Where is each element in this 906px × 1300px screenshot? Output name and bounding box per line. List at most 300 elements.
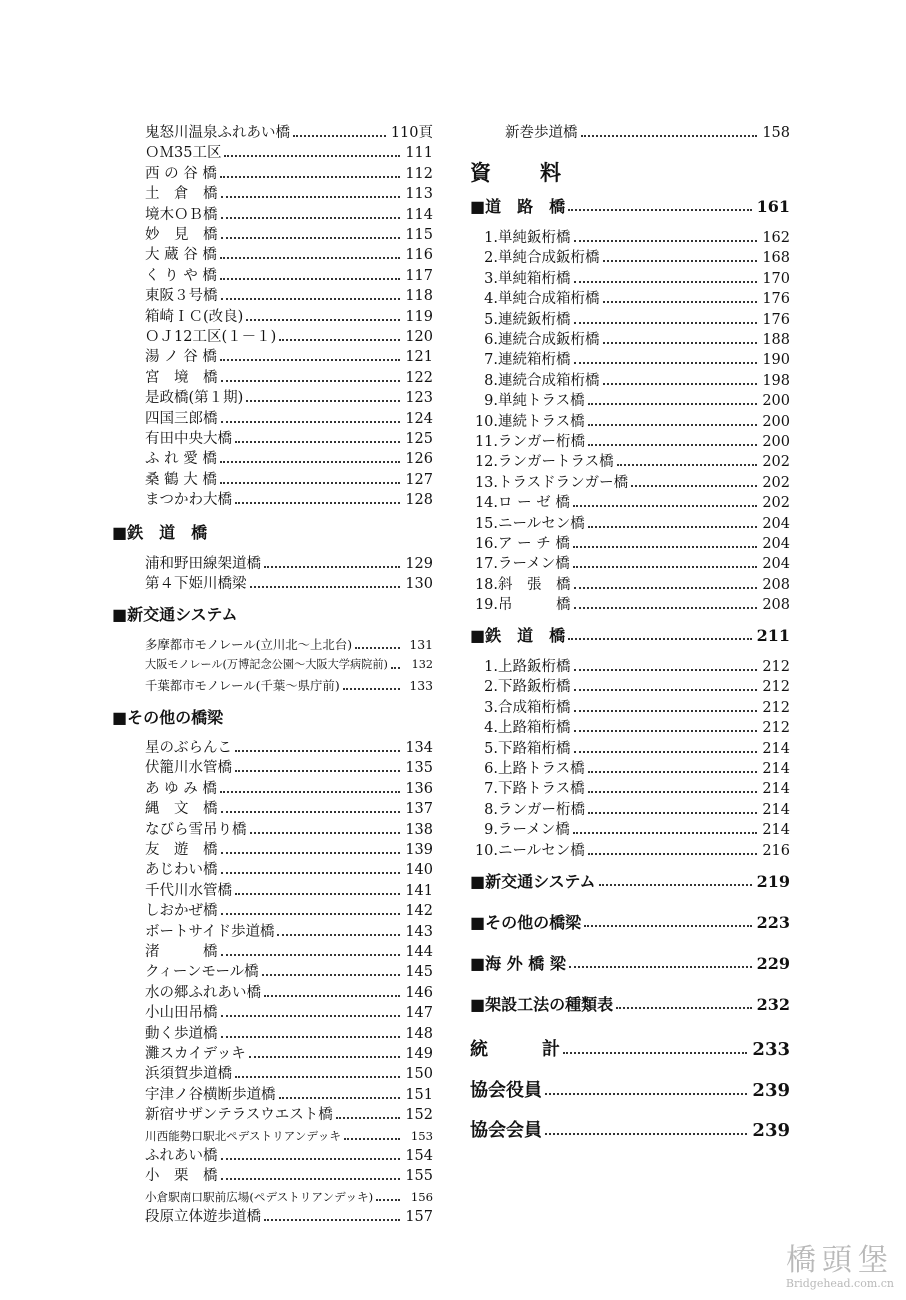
toc-entry-number: 11. xyxy=(474,434,498,450)
toc-page-number: 214 xyxy=(762,801,790,818)
toc-entry-title: 下路トラス橋 xyxy=(498,781,585,798)
toc-entry xyxy=(145,285,433,305)
dot-leader xyxy=(584,925,751,927)
toc-entry xyxy=(145,489,433,509)
toc-page-number: 157 xyxy=(405,1209,433,1226)
toc-page-number: 146 xyxy=(405,984,433,1001)
watermark-logo: 橋頭堡 xyxy=(785,1243,894,1278)
toc-entry-number: 6. xyxy=(484,332,498,348)
toc-page-number: 136 xyxy=(405,780,433,797)
toc-page-number: 188 xyxy=(762,332,790,348)
toc-entry-title: 単純合成鈑桁橋 xyxy=(498,250,600,267)
toc-entry-label: あ ゆ み 橋 xyxy=(145,780,217,797)
dot-leader xyxy=(568,209,751,211)
dot-leader xyxy=(220,359,400,361)
dot-leader xyxy=(221,811,401,813)
dot-leader xyxy=(588,403,757,405)
toc-page-number: 128 xyxy=(405,492,433,509)
toc-entry xyxy=(145,1145,433,1165)
dot-leader xyxy=(574,730,758,732)
dot-leader xyxy=(235,893,400,895)
toc-entry xyxy=(470,799,790,819)
dot-leader xyxy=(279,339,400,341)
toc-page-number: 212 xyxy=(762,659,790,675)
toc-entry-label: 是政橋(第１期) xyxy=(145,390,244,407)
dot-leader xyxy=(568,638,751,640)
dot-leader xyxy=(545,1133,747,1135)
toc-entry-label: しおかぜ橋 xyxy=(145,903,218,920)
toc-page-number: 144 xyxy=(405,944,433,960)
toc-entry xyxy=(470,574,790,594)
dot-leader xyxy=(279,1097,401,1099)
toc-entry-label xyxy=(470,821,570,839)
toc-entry-title: 上路トラス橋 xyxy=(498,761,585,777)
dot-leader xyxy=(235,441,400,443)
toc-entry xyxy=(145,941,433,961)
final-heading xyxy=(470,1114,790,1140)
toc-entry-label: 境木ＯＢ橋 xyxy=(145,206,218,223)
toc-entry xyxy=(470,227,790,247)
toc-entry xyxy=(470,697,790,717)
toc-entry xyxy=(505,122,790,142)
toc-entry xyxy=(145,183,433,203)
dot-leader xyxy=(221,852,401,854)
toc-page-number: 129 xyxy=(405,556,433,572)
toc-entry xyxy=(145,675,433,695)
toc-page-number: 126 xyxy=(405,451,433,468)
watermark-url: Bridgehead.com.cn xyxy=(785,1277,894,1290)
toc-page-number: 202 xyxy=(762,454,790,471)
dot-leader xyxy=(588,424,757,426)
toc-entry-label xyxy=(470,801,585,819)
toc-page-number: 223 xyxy=(756,913,790,932)
dot-leader xyxy=(376,1199,400,1201)
dot-leader xyxy=(221,380,401,382)
toc-entry xyxy=(145,224,433,244)
toc-page-number: 153 xyxy=(410,1128,433,1143)
dot-leader xyxy=(574,607,758,609)
toc-entry xyxy=(145,367,433,387)
toc-entry-number: 13. xyxy=(474,474,498,491)
section-heading-other: ■その他の橋梁 xyxy=(112,708,224,727)
toc-entry-label: 新巻歩道橋 xyxy=(505,125,578,141)
toc-entry xyxy=(470,819,790,839)
toc-entry-title: ランガートラス橋 xyxy=(498,454,614,471)
section-heading xyxy=(470,912,790,932)
toc-entry-label xyxy=(470,842,585,860)
toc-entry-title: ラーメン橋 xyxy=(498,822,570,839)
dot-leader xyxy=(573,505,757,507)
toc-entry-number: 17. xyxy=(474,556,498,573)
toc-page-number: 134 xyxy=(405,740,433,756)
toc-entry xyxy=(145,839,433,859)
toc-entry-number: 8. xyxy=(484,801,498,818)
toc-entry-label xyxy=(470,740,571,758)
toc-page-number: 219 xyxy=(756,872,790,891)
toc-entry xyxy=(470,329,790,349)
toc-entry xyxy=(145,819,433,839)
toc-entry-label: まつかわ大橋 xyxy=(145,492,232,509)
toc-entry xyxy=(145,326,433,346)
toc-entry xyxy=(145,798,433,818)
toc-entry-label: 動く歩道橋 xyxy=(145,1025,218,1042)
toc-entry-number: 7. xyxy=(484,352,498,369)
toc-entry xyxy=(145,737,433,757)
toc-page-number: 115 xyxy=(405,227,433,243)
toc-entry-number: 5. xyxy=(484,311,498,328)
toc-entry xyxy=(470,268,790,288)
toc-entry-label: 有田中央大橋 xyxy=(145,431,232,447)
toc-entry-label: 星のぶらんこ xyxy=(145,740,232,756)
toc-entry xyxy=(145,142,433,162)
toc-entry-label: クィーンモール橋 xyxy=(145,964,259,981)
toc-entry xyxy=(145,921,433,941)
toc-page-number: 200 xyxy=(762,434,790,450)
toc-entry xyxy=(470,758,790,778)
dot-leader xyxy=(250,586,401,588)
toc-entry-title: 合成箱桁橋 xyxy=(498,699,571,716)
toc-entry-label xyxy=(470,699,571,717)
toc-entry-label: ふれあい橋 xyxy=(145,1148,218,1164)
toc-entry xyxy=(145,757,433,777)
toc-page-number: 137 xyxy=(405,801,433,818)
toc-entry-label: 第４下姫川橋梁 xyxy=(145,576,247,593)
toc-page-number: 142 xyxy=(405,903,433,920)
toc-entry xyxy=(145,469,433,489)
toc-entry-label: 大阪モノレール(万博記念公園～大阪大学病院前) xyxy=(145,658,388,672)
toc-page-number: 138 xyxy=(405,821,433,838)
toc-entry xyxy=(145,654,433,674)
toc-page-number: 118 xyxy=(405,288,433,305)
toc-entry-number: 1. xyxy=(484,230,498,246)
toc-entry xyxy=(470,533,790,553)
toc-entry xyxy=(145,448,433,468)
toc-entry-label xyxy=(470,453,614,471)
toc-entry-title: 連続トラス橋 xyxy=(498,413,585,430)
toc-entry xyxy=(145,961,433,981)
toc-entry-title: 単純トラス橋 xyxy=(498,393,585,410)
toc-entry xyxy=(145,428,433,448)
toc-page-number: 135 xyxy=(405,760,433,777)
dot-leader xyxy=(574,281,758,283)
toc-entry xyxy=(470,370,790,390)
dot-leader xyxy=(221,1036,401,1038)
toc-entry-label: 川西能勢口駅北ペデストリアンデッキ xyxy=(145,1128,341,1143)
toc-entry xyxy=(145,1125,433,1145)
dot-leader xyxy=(599,884,752,886)
final-heading xyxy=(470,1074,790,1100)
toc-page-number: 154 xyxy=(405,1148,433,1164)
toc-page-number: 176 xyxy=(762,311,790,328)
toc-entry-number: 6. xyxy=(484,761,498,777)
toc-entry xyxy=(145,1063,433,1083)
toc-page-number: 113 xyxy=(405,186,433,203)
dot-leader xyxy=(235,502,400,504)
toc-page-number: 149 xyxy=(405,1046,433,1062)
toc-entry xyxy=(145,265,433,285)
toc-entry xyxy=(145,634,433,654)
toc-entry-label: 段原立体遊歩道橋 xyxy=(145,1209,261,1226)
toc-entry-label: 多摩都市モノレール(立川北～上北台) xyxy=(145,637,353,652)
toc-entry-label: 湯 ノ 谷 橋 xyxy=(145,349,217,366)
dot-leader xyxy=(588,791,757,793)
dot-leader xyxy=(574,362,758,364)
toc-entry-number: 5. xyxy=(484,740,498,757)
dot-leader xyxy=(574,710,758,712)
section-heading-railway: ■鉄 道 橋 xyxy=(112,523,208,542)
toc-page-number: 212 xyxy=(762,720,790,737)
dot-leader xyxy=(221,872,401,874)
toc-entry-label: 千代川水管橋 xyxy=(145,882,232,899)
toc-entry-number: 10. xyxy=(474,413,498,430)
toc-page-number: 152 xyxy=(405,1107,433,1124)
dot-leader xyxy=(264,1219,400,1221)
toc-entry xyxy=(145,880,433,900)
toc-entry xyxy=(145,900,433,920)
toc-entry-label xyxy=(470,270,571,288)
toc-entry-label xyxy=(470,474,628,492)
toc-page-number: 111 xyxy=(405,145,433,162)
toc-entry-title: 単純箱桁橋 xyxy=(498,270,571,287)
dot-leader xyxy=(264,995,400,997)
toc-entry xyxy=(470,309,790,329)
toc-entry-label xyxy=(470,576,571,594)
toc-entry-title: ランガー桁橋 xyxy=(498,434,585,450)
toc-entry-label: 千葉都市モノレール(千葉～県庁前) xyxy=(145,677,340,693)
toc-entry xyxy=(470,738,790,758)
toc-entry-number: 4. xyxy=(484,291,498,308)
toc-entry-label xyxy=(470,351,571,369)
toc-entry xyxy=(145,306,433,326)
toc-entry-label: ■新交通システム xyxy=(470,872,596,891)
toc-page-number: 139 xyxy=(405,842,433,858)
toc-page-number: 214 xyxy=(762,740,790,757)
watermark xyxy=(786,1244,894,1290)
dot-leader xyxy=(293,135,386,137)
toc-entry-number: 7. xyxy=(484,781,498,798)
toc-entry-number: 8. xyxy=(484,372,498,389)
dot-leader xyxy=(235,750,400,752)
toc-entry xyxy=(145,1186,433,1206)
toc-entry-title: 連続合成箱桁橋 xyxy=(498,372,600,389)
toc-page-number: 143 xyxy=(405,923,433,940)
dot-leader xyxy=(573,832,757,834)
toc-entry-title: ア ー チ 橋 xyxy=(498,536,570,552)
toc-entry xyxy=(145,346,433,366)
toc-entry-title: 吊 橋 xyxy=(498,597,571,614)
toc-page-number: 162 xyxy=(762,230,790,246)
toc-page-number: 208 xyxy=(762,597,790,614)
toc-entry xyxy=(145,982,433,1002)
toc-page-number: 133 xyxy=(409,677,433,693)
dot-leader xyxy=(220,461,400,463)
toc-entry-label: 桑 鶴 大 橋 xyxy=(145,471,217,488)
toc-entry xyxy=(145,1165,433,1185)
toc-page-number: 176 xyxy=(762,291,790,308)
toc-entry-title: 上路箱桁橋 xyxy=(498,720,571,737)
dot-leader xyxy=(221,298,401,300)
toc-page-number: 151 xyxy=(405,1086,433,1103)
toc-entry-label xyxy=(470,392,585,410)
dot-leader xyxy=(221,913,401,915)
dot-leader xyxy=(220,257,400,259)
dot-leader xyxy=(336,1117,400,1119)
toc-entry xyxy=(145,408,433,428)
toc-entry-number: 19. xyxy=(474,597,498,614)
dot-leader xyxy=(343,688,400,690)
toc-page-number: 130 xyxy=(405,576,433,593)
toc-entry-label: ■その他の橋梁 xyxy=(470,913,582,932)
dot-leader xyxy=(221,1158,401,1160)
toc-page-number: 125 xyxy=(405,431,433,447)
toc-entry-label: 協会会員 xyxy=(470,1120,542,1141)
toc-page-number: 214 xyxy=(762,781,790,798)
dot-leader xyxy=(616,1007,751,1009)
dot-leader xyxy=(262,974,400,976)
toc-page-number: 211 xyxy=(756,626,790,645)
dot-leader xyxy=(588,771,757,773)
toc-entry-title: ロ ー ゼ 橋 xyxy=(498,495,570,512)
toc-page-number: 239 xyxy=(752,1120,790,1141)
dot-leader xyxy=(603,342,758,344)
toc-entry-number: 3. xyxy=(484,699,498,716)
toc-entry-label: 大 蔵 谷 橋 xyxy=(145,247,217,264)
toc-entry xyxy=(470,472,790,492)
toc-page-number: 204 xyxy=(762,556,790,573)
toc-entry-label: 東阪３号橋 xyxy=(145,288,218,305)
toc-page-number: 131 xyxy=(409,637,433,652)
toc-entry-number: 9. xyxy=(484,822,498,839)
dot-leader xyxy=(246,319,400,321)
section-heading xyxy=(470,953,790,973)
toc-page-number: 112 xyxy=(405,165,433,182)
toc-entry-number: 1. xyxy=(484,659,498,675)
dot-leader xyxy=(277,934,400,936)
dot-leader xyxy=(220,176,400,178)
dot-leader xyxy=(573,566,757,568)
toc-page-number: 200 xyxy=(762,413,790,430)
toc-entry xyxy=(470,676,790,696)
toc-entry-label: なびら雪吊り橋 xyxy=(145,821,247,838)
toc-entry xyxy=(470,431,790,451)
toc-entry xyxy=(145,163,433,183)
toc-entry xyxy=(470,717,790,737)
dot-leader xyxy=(574,751,758,753)
toc-page-number: 198 xyxy=(762,372,790,389)
dot-leader xyxy=(355,647,400,649)
dot-leader xyxy=(588,853,757,855)
section-heading-rail xyxy=(470,625,790,645)
dot-leader xyxy=(563,1052,747,1054)
dot-leader xyxy=(221,1015,401,1017)
dot-leader xyxy=(569,966,752,968)
toc-entry-label: ふ れ 愛 橋 xyxy=(145,451,217,468)
toc-entry-title: 単純合成箱桁橋 xyxy=(498,291,600,308)
toc-entry xyxy=(470,288,790,308)
toc-entry-label xyxy=(470,555,570,573)
toc-entry-label xyxy=(470,596,571,614)
toc-entry xyxy=(470,513,790,533)
dot-leader xyxy=(221,196,401,198)
toc-entry xyxy=(145,204,433,224)
dot-leader xyxy=(344,1138,400,1140)
toc-page-number: 212 xyxy=(762,699,790,716)
toc-entry-title: トラスドランガー橋 xyxy=(498,474,629,491)
toc-page-number: 120 xyxy=(405,329,433,345)
toc-page-number: 204 xyxy=(762,515,790,532)
toc-entry-number: 14. xyxy=(474,495,498,512)
toc-entry-label xyxy=(470,780,585,798)
toc-entry-label: 小 栗 橋 xyxy=(145,1168,218,1185)
toc-entry-label xyxy=(470,331,600,349)
toc-entry-label: ■架設工法の種類表 xyxy=(470,995,614,1014)
dot-leader xyxy=(545,1093,747,1095)
dot-leader xyxy=(617,464,757,466)
toc-entry xyxy=(470,778,790,798)
toc-page-number: 229 xyxy=(756,954,790,973)
toc-entry-label: 浦和野田線架道橋 xyxy=(145,556,261,572)
toc-entry-label xyxy=(470,515,585,533)
dot-leader xyxy=(221,421,401,423)
toc-entry xyxy=(470,840,790,860)
toc-page-number: 239 xyxy=(752,1080,790,1101)
materials-heading: 資 料 xyxy=(470,160,575,185)
dot-leader xyxy=(221,237,401,239)
toc-entry-label: 小山田吊橋 xyxy=(145,1005,218,1022)
toc-page-number: 214 xyxy=(762,822,790,839)
dot-leader xyxy=(631,485,757,487)
toc-entry-number: 15. xyxy=(474,515,498,532)
toc-entry xyxy=(470,594,790,614)
toc-entry-label: ■海 外 橋 梁 xyxy=(470,954,566,973)
final-heading xyxy=(470,1033,790,1059)
section-heading-road xyxy=(470,196,790,216)
toc-page-number: 140 xyxy=(405,862,433,879)
dot-leader xyxy=(220,791,400,793)
toc-entry-label xyxy=(470,760,585,778)
toc-entry xyxy=(470,411,790,431)
toc-entry-number: 2. xyxy=(484,679,498,696)
dot-leader xyxy=(235,1076,400,1078)
toc-entry-title: ラーメン橋 xyxy=(498,556,570,573)
toc-page-number: 116 xyxy=(405,247,433,264)
dot-leader xyxy=(581,135,758,137)
dot-leader xyxy=(220,482,400,484)
toc-page-number: 119 xyxy=(405,308,433,325)
toc-entry xyxy=(470,349,790,369)
toc-entry-label: 伏籠川水管橋 xyxy=(145,760,232,777)
toc-entry-label xyxy=(470,433,585,451)
toc-entry-label: ボートサイド歩道橋 xyxy=(145,923,275,940)
dot-leader xyxy=(249,1056,400,1058)
toc-entry xyxy=(470,451,790,471)
toc-entry-number: 16. xyxy=(474,536,498,552)
toc-entry-label: 小倉駅南口駅前広場(ペデストリアンデッキ) xyxy=(145,1189,374,1204)
dot-leader xyxy=(574,322,758,324)
toc-entry-label xyxy=(470,535,570,553)
dot-leader xyxy=(250,832,401,834)
dot-leader xyxy=(246,400,400,402)
toc-entry-title: 単純鈑桁橋 xyxy=(498,230,571,246)
dot-leader xyxy=(221,217,401,219)
toc-page-number: 110頁 xyxy=(390,125,433,141)
toc-page-number: 156 xyxy=(410,1189,433,1204)
toc-entry-label: 鬼怒川温泉ふれあい橋 xyxy=(145,125,290,141)
toc-entry-label: 宮 境 橋 xyxy=(145,369,218,386)
toc-page-number: 214 xyxy=(762,761,790,777)
toc-entry-label: 新宿サザンテラスウエスト橋 xyxy=(145,1107,333,1124)
dot-leader xyxy=(574,587,758,589)
